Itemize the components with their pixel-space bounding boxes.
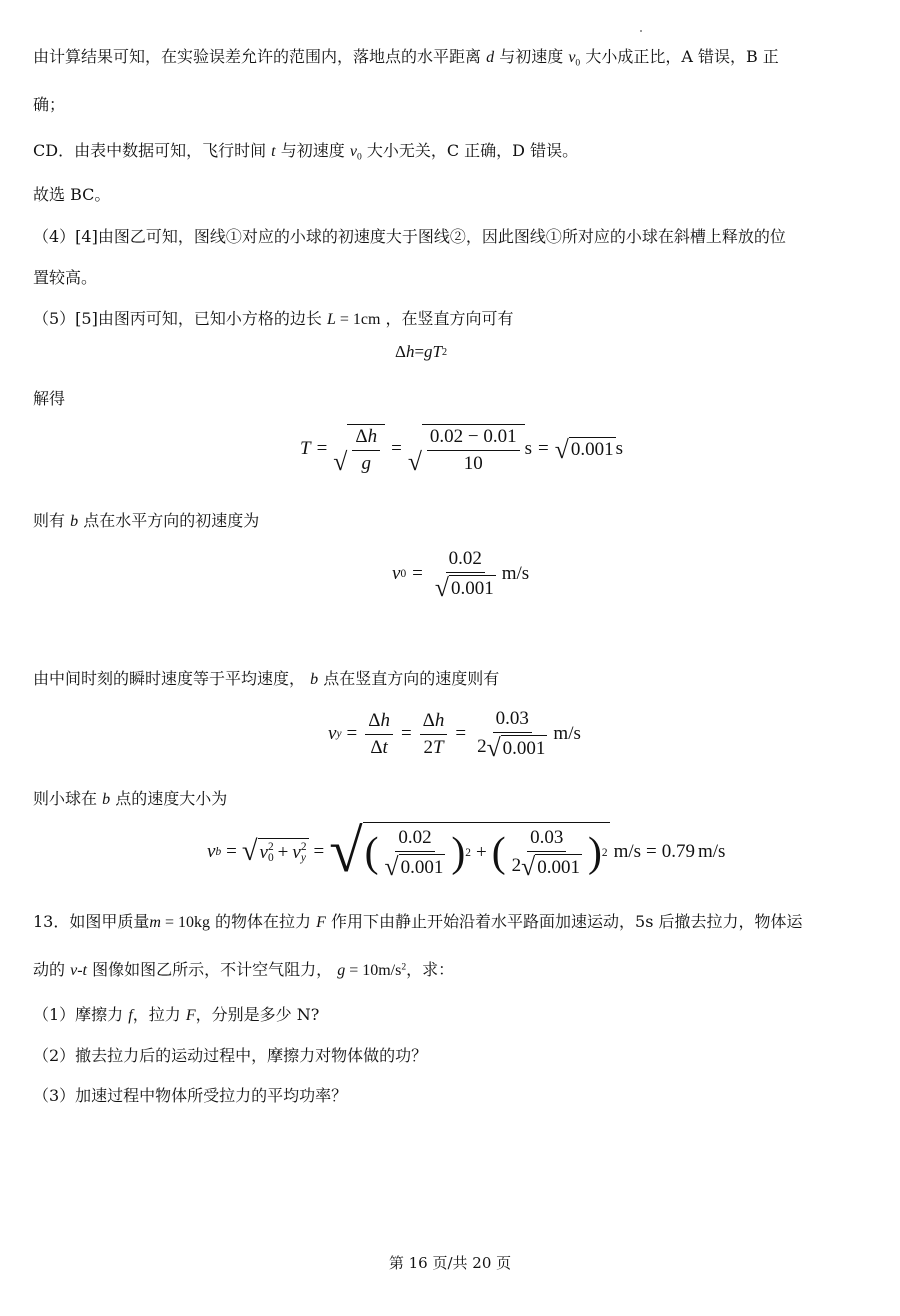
text: 故选 BC。 bbox=[33, 185, 111, 204]
var-T: T bbox=[300, 438, 311, 460]
question-13-line-1 bbox=[33, 909, 803, 932]
var-v: v bbox=[292, 842, 301, 864]
text: 由计算结果可知，在实验误差允许的范围内，落地点的水平距离 bbox=[33, 47, 482, 66]
equals: = bbox=[414, 342, 425, 361]
equals: = bbox=[538, 438, 549, 460]
var-F: F bbox=[185, 1007, 196, 1024]
text: CD．由表中数据可知，飞行时间 bbox=[33, 141, 267, 160]
speck bbox=[640, 30, 642, 32]
superscript: 2 bbox=[601, 847, 608, 860]
equals: = bbox=[316, 438, 328, 460]
text-line-7 bbox=[33, 306, 514, 329]
delta: Δ bbox=[395, 342, 406, 361]
text: 大小成正比，A 错误，B 正 bbox=[585, 47, 779, 66]
sqrt bbox=[554, 434, 616, 464]
var-t: t bbox=[382, 736, 388, 758]
radical-sign: √ bbox=[434, 572, 449, 602]
plus: + bbox=[475, 842, 487, 864]
equation-v0 bbox=[392, 548, 529, 601]
radical-sign: √ bbox=[554, 434, 569, 464]
text: 点在竖直方向的速度则有 bbox=[323, 669, 500, 688]
text: ，求： bbox=[406, 960, 455, 979]
denominator: 10 bbox=[463, 452, 483, 474]
numerator: 0.03 bbox=[493, 708, 532, 733]
text: ，拉力 bbox=[132, 1005, 181, 1024]
text: （4）[4]由图乙可知，图线①对应的小球的初速度大于图线②，因此图线①所对应的小球在斜槽上释放的位 bbox=[33, 227, 786, 246]
var-v: v bbox=[349, 143, 357, 160]
unit: m/s bbox=[613, 841, 642, 863]
text-line-11 bbox=[33, 786, 227, 809]
text-line-4 bbox=[33, 182, 110, 205]
equation-dh-gt2 bbox=[395, 342, 447, 362]
var-h: h bbox=[405, 342, 415, 361]
var-v: v bbox=[259, 842, 268, 864]
text: 确； bbox=[33, 95, 66, 114]
var-h: h bbox=[434, 709, 445, 731]
text-line-8 bbox=[33, 386, 65, 409]
text: 置较高。 bbox=[33, 268, 98, 287]
text: （5）[5]由图丙可知，已知小方格的边长 bbox=[33, 309, 322, 328]
subscript: b bbox=[215, 846, 222, 859]
text: 动的 bbox=[33, 960, 66, 979]
text-line-10 bbox=[33, 666, 499, 689]
fraction bbox=[420, 710, 448, 759]
page-footer: 第 16 页/共 20 页 bbox=[388, 1254, 512, 1272]
var-d: d bbox=[486, 49, 495, 66]
delta: Δ bbox=[422, 709, 435, 731]
equals: = bbox=[346, 723, 358, 745]
delta: Δ bbox=[355, 426, 368, 447]
unit: s bbox=[524, 438, 533, 460]
fraction bbox=[432, 548, 499, 601]
fraction bbox=[365, 710, 393, 759]
text-line-3 bbox=[33, 138, 578, 162]
radical-sign: √ bbox=[333, 447, 348, 477]
var-F: F bbox=[316, 914, 326, 931]
value: = 1cm bbox=[335, 311, 381, 328]
unit: m/s bbox=[553, 723, 581, 745]
text: 大小无关，C 正确，D 错误。 bbox=[366, 141, 579, 160]
coefficient: 2 bbox=[423, 736, 433, 758]
fraction bbox=[352, 426, 380, 475]
text: 与初速度 bbox=[280, 141, 345, 160]
var-v: v bbox=[328, 723, 337, 745]
text: ，分别是多少 N? bbox=[195, 1005, 320, 1024]
sub-question-1 bbox=[33, 1002, 319, 1025]
equation-vb bbox=[207, 818, 726, 885]
var-v: v bbox=[392, 563, 401, 585]
var-v: v bbox=[568, 49, 576, 66]
var-b: b bbox=[70, 513, 79, 530]
var-h: h bbox=[367, 426, 378, 447]
equation-vy bbox=[328, 708, 581, 761]
text-line-5 bbox=[33, 224, 786, 247]
numerator: 0.03 bbox=[527, 827, 566, 852]
text: 解得 bbox=[33, 389, 66, 408]
delta: Δ bbox=[368, 709, 381, 731]
numerator: 0.02 bbox=[395, 827, 434, 852]
sqrt bbox=[242, 838, 309, 867]
subscript: 0 bbox=[575, 57, 581, 69]
fraction bbox=[427, 426, 520, 475]
text-line-1 bbox=[33, 44, 779, 68]
sub-question-3 bbox=[33, 1083, 347, 1106]
subscript: y bbox=[336, 728, 342, 741]
radical-sign: √ bbox=[384, 851, 399, 881]
text: 的物体在拉力 bbox=[209, 912, 312, 931]
numerator: 0.02 bbox=[446, 548, 485, 573]
vt-graph: v-t bbox=[70, 962, 87, 979]
text: 则有 bbox=[33, 511, 66, 530]
var-g: g bbox=[337, 962, 346, 979]
radicand: 0.001 bbox=[569, 437, 616, 463]
radical-sign: √ bbox=[486, 732, 501, 762]
text: 与初速度 bbox=[499, 47, 564, 66]
superscript: 2 bbox=[442, 346, 448, 358]
var-m: m bbox=[149, 914, 161, 931]
unit: m/s bbox=[501, 563, 530, 585]
subscript: y bbox=[300, 852, 306, 865]
text: （3）加速过程中物体所受拉力的平均功率？ bbox=[33, 1086, 348, 1105]
equals: = bbox=[455, 723, 467, 745]
text: （2）撤去拉力后的运动过程中，摩擦力对物体做的功？ bbox=[33, 1046, 428, 1065]
var-h: h bbox=[380, 709, 390, 731]
equation-T: T = √ $\frac{\Delta h}{g}$ = √ $\frac{0.02 - 0.01}{10}$ s = √ 0.001 s bbox=[300, 426, 623, 477]
var-T: T bbox=[432, 736, 444, 758]
fraction bbox=[509, 827, 585, 880]
unit: m/s bbox=[698, 841, 726, 863]
equals: = bbox=[400, 723, 412, 745]
var-b: b bbox=[310, 671, 319, 688]
var-b: b bbox=[102, 791, 111, 808]
radicand: 0.001 bbox=[535, 854, 582, 880]
text: 图像如图乙所示，不计空气阻力， bbox=[92, 960, 333, 979]
text-line-6 bbox=[33, 265, 97, 288]
radicand: 0.001 bbox=[449, 575, 496, 601]
radical-sign: √ bbox=[241, 836, 258, 868]
equals: = bbox=[226, 841, 237, 863]
var-f: f bbox=[128, 1007, 133, 1024]
subscript: 0 bbox=[267, 852, 274, 865]
coefficient: 2 bbox=[511, 855, 522, 877]
text: ，在竖直方向可有 bbox=[385, 309, 514, 328]
sub-question-2 bbox=[33, 1043, 427, 1066]
sqrt bbox=[408, 424, 525, 475]
text: 由中间时刻的瞬时速度等于平均速度， bbox=[33, 669, 306, 688]
text: 作用下由静止开始沿着水平路面加速运动，5s 后撤去拉力，物体运 bbox=[331, 912, 803, 931]
superscript: 2 bbox=[267, 840, 274, 853]
radicand: 0.001 bbox=[399, 854, 446, 880]
subscript: 0 bbox=[400, 568, 407, 581]
numerator: 0.02 − 0.01 bbox=[427, 426, 520, 451]
question-13-line-2 bbox=[33, 957, 454, 980]
text: 13．如图甲质量 bbox=[33, 912, 150, 931]
radical-sign: √ bbox=[407, 447, 422, 477]
text-line-2 bbox=[33, 92, 65, 115]
coefficient: 2 bbox=[477, 736, 487, 758]
subscript: 0 bbox=[356, 151, 362, 163]
var-T: T bbox=[432, 342, 442, 361]
superscript: 2 bbox=[401, 961, 407, 973]
result-value: 0.79 bbox=[661, 841, 695, 863]
var-g: g bbox=[424, 342, 433, 361]
var-t: t bbox=[271, 143, 276, 160]
plus: + bbox=[277, 842, 289, 864]
fraction bbox=[382, 827, 449, 880]
text: 点的速度大小为 bbox=[115, 789, 228, 808]
text: 点在水平方向的初速度为 bbox=[83, 511, 260, 530]
radical-sign: √ bbox=[329, 818, 363, 885]
superscript: 2 bbox=[465, 847, 471, 860]
radical-sign: √ bbox=[521, 851, 536, 881]
equals: = bbox=[646, 841, 657, 863]
radicand: 0.001 bbox=[501, 735, 548, 761]
var-g: g bbox=[361, 452, 371, 474]
var-v: v bbox=[207, 841, 216, 863]
equals: = bbox=[412, 563, 423, 585]
text: 则小球在 bbox=[33, 789, 98, 808]
delta: Δ bbox=[370, 736, 383, 758]
fraction bbox=[474, 708, 550, 761]
text: （1）摩擦力 bbox=[33, 1005, 124, 1024]
unit: s bbox=[615, 438, 623, 460]
value: = 10m/s bbox=[345, 962, 402, 979]
sqrt: √ ( 0.02 √ 0.001 ) 2 + ( 0.03 2 √ 0.001 ) 2 bbox=[329, 818, 608, 885]
text-line-9 bbox=[33, 508, 259, 531]
superscript: 2 bbox=[300, 840, 307, 853]
equals: = bbox=[313, 841, 325, 863]
value: = 10kg bbox=[160, 914, 210, 931]
sqrt bbox=[333, 424, 385, 475]
var-L: L bbox=[326, 311, 336, 328]
